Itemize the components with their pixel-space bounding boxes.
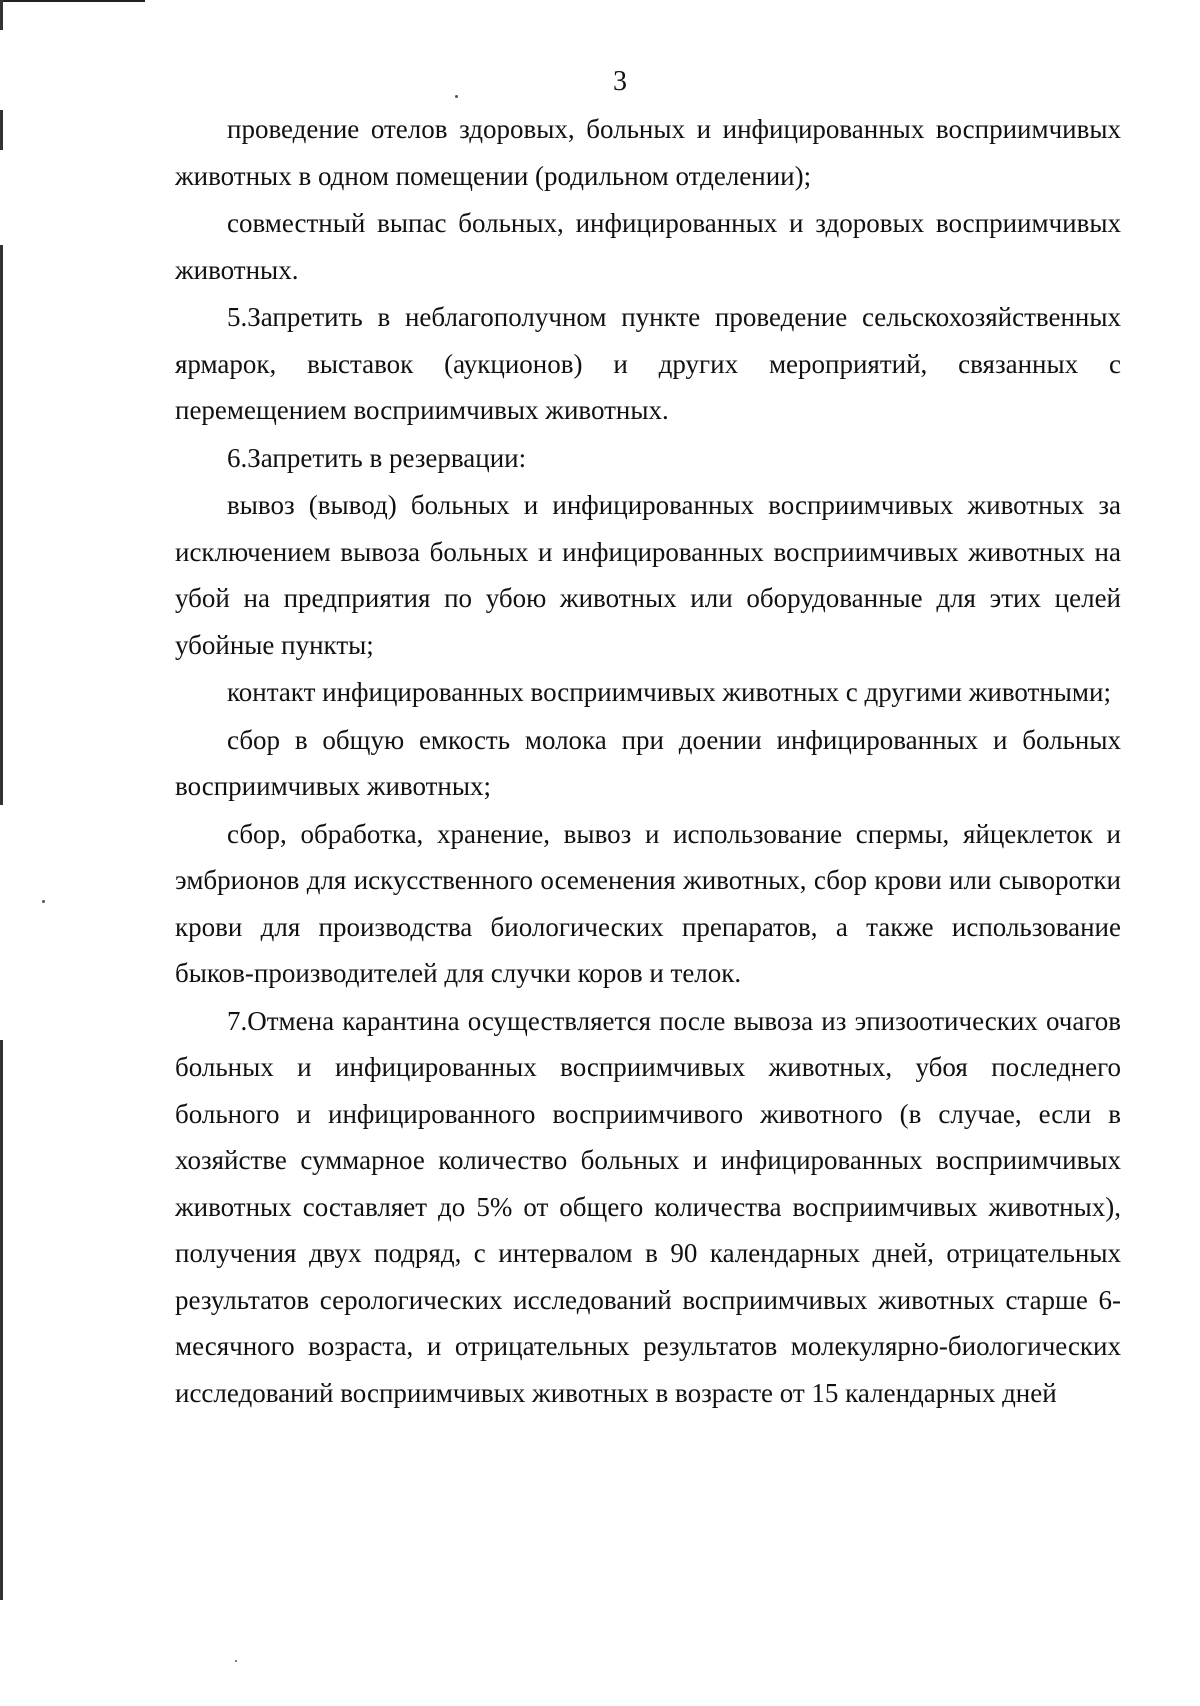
page-number: 3 (613, 66, 627, 97)
scan-speck (455, 95, 458, 98)
paragraph: 6.Запретить в резервации: (227, 442, 527, 473)
paragraph: сбор, обработка, хранение, вывоз и использование спермы, яйцеклеток и эмбрионов для искусственного осеменения животных, сбор крови или сыворотки крови для производства биологических препаратов, а также использование быков-производителей для случки коров и телок. (175, 818, 1121, 988)
document-body (175, 106, 1121, 1417)
scan-speck (235, 1660, 237, 1662)
scan-edge-top (0, 0, 145, 2)
paragraph: вывоз (вывод) больных и инфицированных восприимчивых животных за исключением вывоза больных и инфицированных восприимчивых животных на убой на предприятия по убою животных или оборудованные для этих целей убойные пункты; (175, 490, 1121, 660)
scan-edge-left (0, 0, 3, 30)
paragraph: совместный выпас больных, инфицированных и здоровых восприимчивых животных. (175, 208, 1121, 285)
scan-edge-left (0, 245, 3, 805)
paragraph: контакт инфицированных восприимчивых животных с другими животными; (227, 677, 1111, 707)
paragraph: 5.Запретить в неблагополучном пункте проведение сельскохозяйственных ярмарок, выставок (аукционов) и других мероприятий, связанных с перемещением восприимчивых животных. (175, 302, 1121, 425)
paragraph: 7.Отмена карантина осуществляется после вывоза из эпизоотических очагов больных и инфицированных восприимчивых животных, убоя последнего больного и инфицированного восприимчивого животного (в случае, если в хозяйстве суммарное количество больных и инфицированных восприимчивых животных составляет до 5% от общего количества восприимчивых животных), получения двух подряд, с интервалом в 90 календарных дней, отрицательных результатов серологических исследований восприимчивых животных старше 6-месячного возраста, и отрицательных результатов молекулярно-биологических исследований восприимчивых животных в возрасте от 15 календарных дней (175, 1005, 1121, 1408)
scan-speck (42, 900, 45, 903)
scan-edge-left (0, 1040, 3, 1600)
paragraph: сбор в общую емкость молока при доении инфицированных и больных восприимчивых животных; (175, 724, 1121, 801)
paragraph: проведение отелов здоровых, больных и инфицированных восприимчивых животных в одном помещении (родильном отделении); (175, 114, 1121, 191)
scan-edge-left (0, 110, 3, 150)
